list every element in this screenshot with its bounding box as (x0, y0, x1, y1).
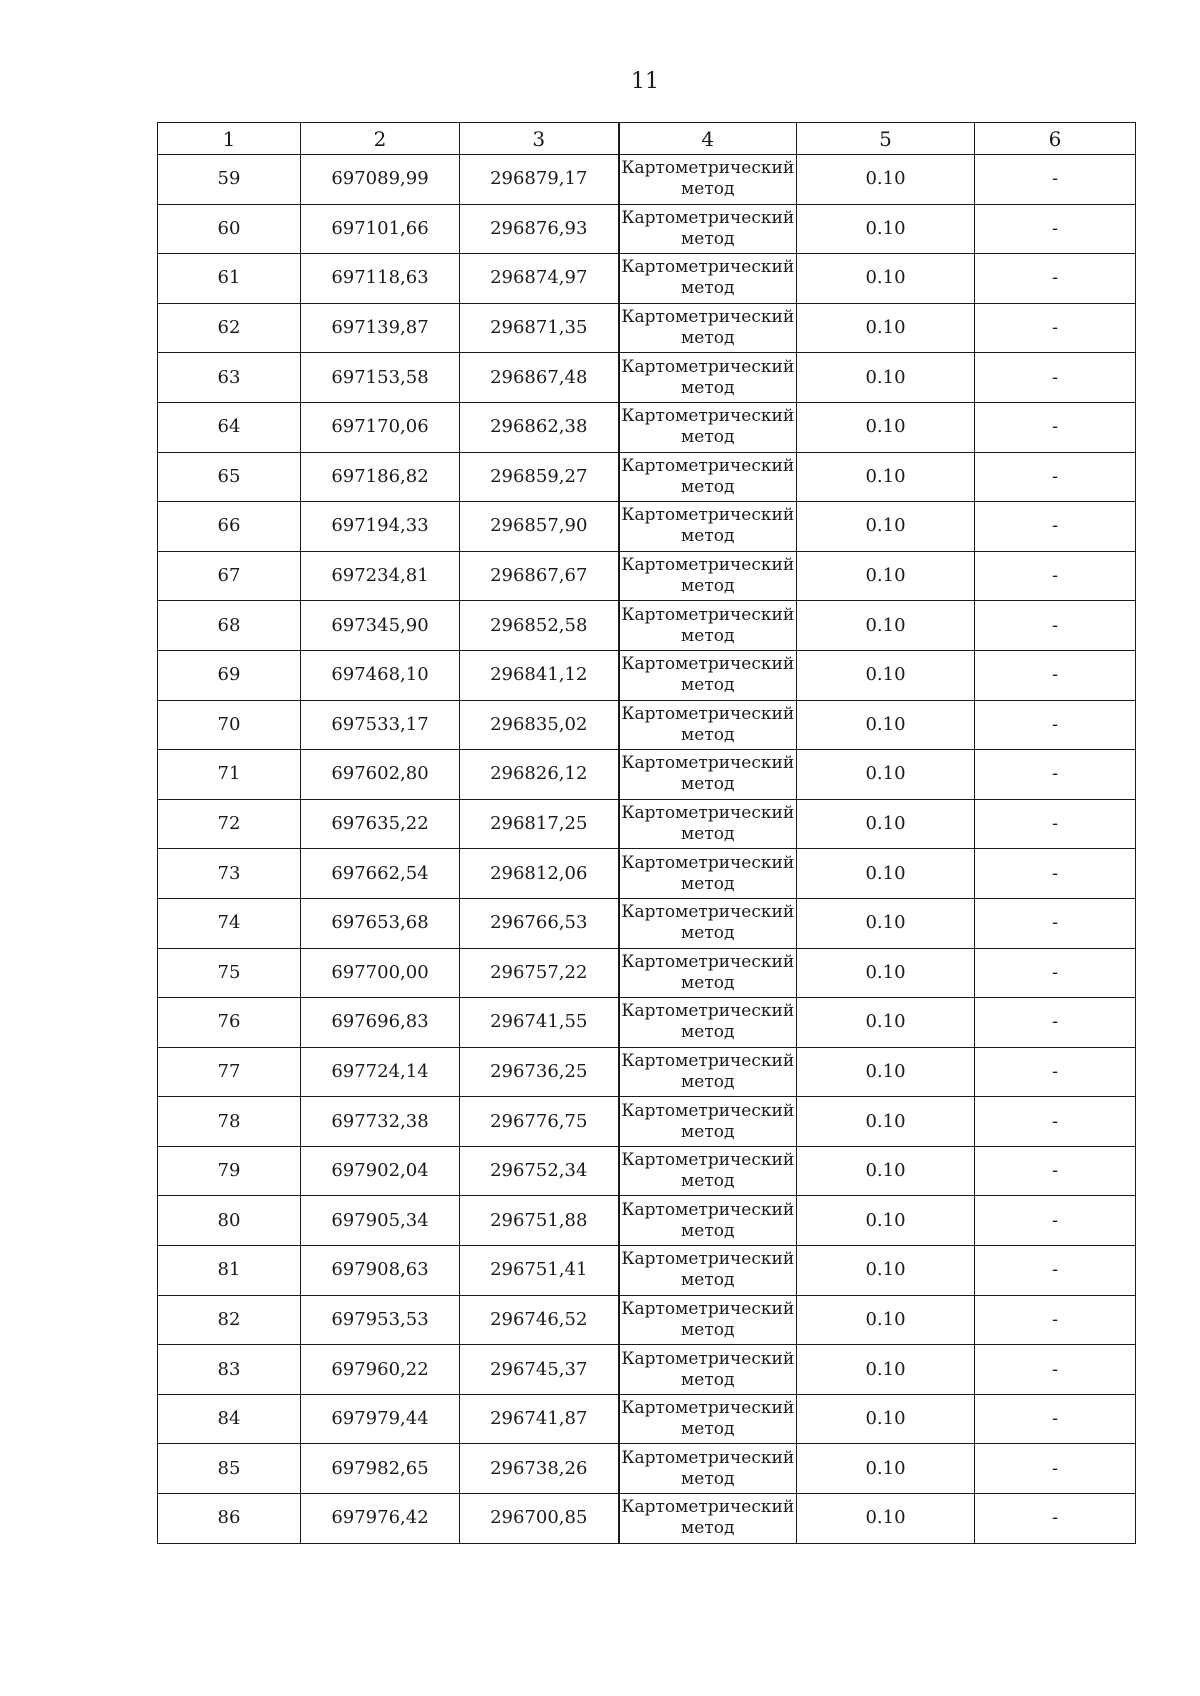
method-cell (619, 1394, 797, 1444)
method-line-2: метод (681, 526, 735, 547)
method-line-2: метод (681, 873, 735, 894)
table-row (158, 1146, 1136, 1196)
method-line-1: Картометрический (621, 455, 795, 476)
accuracy-cell: 0.10 (797, 650, 975, 700)
point-number-cell: 71 (158, 750, 301, 800)
method-line-1: Картометрический (621, 307, 795, 328)
table-row (158, 1295, 1136, 1345)
method-line-2: метод (681, 1468, 735, 1489)
method-line-2: метод (681, 1419, 735, 1440)
accuracy-cell: 0.10 (797, 601, 975, 651)
method-line-1: Картометрический (621, 753, 795, 774)
note-cell: - (975, 303, 1136, 353)
point-number-cell: 61 (158, 254, 301, 304)
method-cell (619, 303, 797, 353)
header-cell-2: 2 (301, 123, 460, 155)
x-coordinate-cell: 697089,99 (301, 155, 460, 205)
accuracy-cell: 0.10 (797, 1246, 975, 1296)
method-line-1: Картометрический (621, 1249, 795, 1270)
note-cell: - (975, 849, 1136, 899)
y-coordinate-cell: 296835,02 (460, 700, 619, 750)
x-coordinate-cell: 697194,33 (301, 502, 460, 552)
accuracy-cell: 0.10 (797, 303, 975, 353)
note-cell: - (975, 1494, 1136, 1544)
method-cell (619, 799, 797, 849)
note-cell: - (975, 1444, 1136, 1494)
method-line-2: метод (681, 774, 735, 795)
point-number-cell: 68 (158, 601, 301, 651)
y-coordinate-cell: 296738,26 (460, 1444, 619, 1494)
point-number-cell: 64 (158, 402, 301, 452)
y-coordinate-cell: 296745,37 (460, 1345, 619, 1395)
point-number-cell: 59 (158, 155, 301, 205)
method-line-1: Картометрический (621, 356, 795, 377)
method-line-1: Картометрический (621, 1199, 795, 1220)
method-line-2: метод (681, 1022, 735, 1043)
x-coordinate-cell: 697186,82 (301, 452, 460, 502)
accuracy-cell: 0.10 (797, 1146, 975, 1196)
note-cell: - (975, 502, 1136, 552)
accuracy-cell: 0.10 (797, 353, 975, 403)
method-line-1: Картометрический (621, 951, 795, 972)
x-coordinate-cell: 697976,42 (301, 1494, 460, 1544)
x-coordinate-cell: 697653,68 (301, 898, 460, 948)
method-line-2: метод (681, 972, 735, 993)
method-line-2: метод (681, 228, 735, 249)
table-row (158, 303, 1136, 353)
y-coordinate-cell: 296826,12 (460, 750, 619, 800)
note-cell: - (975, 353, 1136, 403)
method-line-2: метод (681, 1319, 735, 1340)
method-line-2: метод (681, 1518, 735, 1539)
table-row (158, 898, 1136, 948)
method-cell (619, 1146, 797, 1196)
method-cell (619, 353, 797, 403)
table-row (158, 1394, 1136, 1444)
y-coordinate-cell: 296736,25 (460, 1047, 619, 1097)
note-cell: - (975, 1097, 1136, 1147)
table-row (158, 1494, 1136, 1544)
x-coordinate-cell: 697101,66 (301, 204, 460, 254)
point-number-cell: 80 (158, 1196, 301, 1246)
point-number-cell: 69 (158, 650, 301, 700)
method-line-2: метод (681, 675, 735, 696)
x-coordinate-cell: 697982,65 (301, 1444, 460, 1494)
y-coordinate-cell: 296817,25 (460, 799, 619, 849)
method-line-1: Картометрический (621, 852, 795, 873)
accuracy-cell: 0.10 (797, 1097, 975, 1147)
table-row (158, 650, 1136, 700)
method-line-2: метод (681, 1071, 735, 1092)
method-line-1: Картометрический (621, 1150, 795, 1171)
table-row (158, 155, 1136, 205)
accuracy-cell: 0.10 (797, 948, 975, 998)
note-cell: - (975, 601, 1136, 651)
note-cell: - (975, 204, 1136, 254)
note-cell: - (975, 1047, 1136, 1097)
point-number-cell: 66 (158, 502, 301, 552)
note-cell: - (975, 700, 1136, 750)
x-coordinate-cell: 697953,53 (301, 1295, 460, 1345)
table-row (158, 799, 1136, 849)
note-cell: - (975, 551, 1136, 601)
method-line-2: метод (681, 625, 735, 646)
table-row (158, 1345, 1136, 1395)
method-line-1: Картометрический (621, 1447, 795, 1468)
y-coordinate-cell: 296766,53 (460, 898, 619, 948)
point-number-cell: 65 (158, 452, 301, 502)
y-coordinate-cell: 296867,67 (460, 551, 619, 601)
y-coordinate-cell: 296852,58 (460, 601, 619, 651)
y-coordinate-cell: 296757,22 (460, 948, 619, 998)
method-line-2: метод (681, 476, 735, 497)
y-coordinate-cell: 296746,52 (460, 1295, 619, 1345)
accuracy-cell: 0.10 (797, 204, 975, 254)
table-row (158, 1246, 1136, 1296)
method-line-1: Картометрический (621, 1348, 795, 1369)
y-coordinate-cell: 296741,87 (460, 1394, 619, 1444)
accuracy-cell: 0.10 (797, 1444, 975, 1494)
x-coordinate-cell: 697902,04 (301, 1146, 460, 1196)
coordinates-table (157, 122, 1136, 1544)
x-coordinate-cell: 697468,10 (301, 650, 460, 700)
y-coordinate-cell: 296751,88 (460, 1196, 619, 1246)
y-coordinate-cell: 296741,55 (460, 998, 619, 1048)
x-coordinate-cell: 697602,80 (301, 750, 460, 800)
method-line-1: Картометрический (621, 505, 795, 526)
y-coordinate-cell: 296879,17 (460, 155, 619, 205)
accuracy-cell: 0.10 (797, 700, 975, 750)
point-number-cell: 83 (158, 1345, 301, 1395)
y-coordinate-cell: 296876,93 (460, 204, 619, 254)
point-number-cell: 62 (158, 303, 301, 353)
method-cell (619, 1246, 797, 1296)
x-coordinate-cell: 697662,54 (301, 849, 460, 899)
method-line-1: Картометрический (621, 1100, 795, 1121)
method-cell (619, 601, 797, 651)
point-number-cell: 67 (158, 551, 301, 601)
x-coordinate-cell: 697170,06 (301, 402, 460, 452)
page-number: 11 (631, 69, 659, 94)
accuracy-cell: 0.10 (797, 502, 975, 552)
method-line-1: Картометрический (621, 158, 795, 179)
method-line-1: Картометрический (621, 1001, 795, 1022)
y-coordinate-cell: 296812,06 (460, 849, 619, 899)
table-row (158, 452, 1136, 502)
point-number-cell: 72 (158, 799, 301, 849)
accuracy-cell: 0.10 (797, 799, 975, 849)
point-number-cell: 70 (158, 700, 301, 750)
header-cell-4: 4 (619, 123, 797, 155)
point-number-cell: 85 (158, 1444, 301, 1494)
method-line-2: метод (681, 724, 735, 745)
point-number-cell: 60 (158, 204, 301, 254)
method-cell (619, 155, 797, 205)
point-number-cell: 79 (158, 1146, 301, 1196)
method-line-2: метод (681, 824, 735, 845)
method-cell (619, 551, 797, 601)
note-cell: - (975, 1246, 1136, 1296)
method-line-2: метод (681, 1121, 735, 1142)
header-cell-6: 6 (975, 123, 1136, 155)
y-coordinate-cell: 296700,85 (460, 1494, 619, 1544)
table-header-row (158, 123, 1136, 155)
method-line-1: Картометрический (621, 703, 795, 724)
accuracy-cell: 0.10 (797, 1394, 975, 1444)
table-row (158, 1047, 1136, 1097)
note-cell: - (975, 452, 1136, 502)
method-line-1: Картометрический (621, 207, 795, 228)
method-line-2: метод (681, 923, 735, 944)
method-line-1: Картометрический (621, 1398, 795, 1419)
x-coordinate-cell: 697908,63 (301, 1246, 460, 1296)
x-coordinate-cell: 697700,00 (301, 948, 460, 998)
method-line-1: Картометрический (621, 1497, 795, 1518)
method-cell (619, 1196, 797, 1246)
method-line-1: Картометрический (621, 555, 795, 576)
y-coordinate-cell: 296874,97 (460, 254, 619, 304)
point-number-cell: 75 (158, 948, 301, 998)
x-coordinate-cell: 697724,14 (301, 1047, 460, 1097)
x-coordinate-cell: 697905,34 (301, 1196, 460, 1246)
accuracy-cell: 0.10 (797, 402, 975, 452)
method-line-1: Картометрический (621, 604, 795, 625)
method-cell (619, 402, 797, 452)
point-number-cell: 82 (158, 1295, 301, 1345)
point-number-cell: 84 (158, 1394, 301, 1444)
point-number-cell: 63 (158, 353, 301, 403)
method-cell (619, 700, 797, 750)
table-row (158, 1097, 1136, 1147)
accuracy-cell: 0.10 (797, 551, 975, 601)
y-coordinate-cell: 296751,41 (460, 1246, 619, 1296)
table-row (158, 948, 1136, 998)
method-cell (619, 650, 797, 700)
header-cell-1: 1 (158, 123, 301, 155)
note-cell: - (975, 998, 1136, 1048)
accuracy-cell: 0.10 (797, 750, 975, 800)
x-coordinate-cell: 697732,38 (301, 1097, 460, 1147)
y-coordinate-cell: 296862,38 (460, 402, 619, 452)
note-cell: - (975, 1196, 1136, 1246)
table-row (158, 254, 1136, 304)
method-line-2: метод (681, 1220, 735, 1241)
accuracy-cell: 0.10 (797, 898, 975, 948)
note-cell: - (975, 650, 1136, 700)
accuracy-cell: 0.10 (797, 1047, 975, 1097)
y-coordinate-cell: 296776,75 (460, 1097, 619, 1147)
x-coordinate-cell: 697118,63 (301, 254, 460, 304)
x-coordinate-cell: 697234,81 (301, 551, 460, 601)
note-cell: - (975, 1295, 1136, 1345)
table-row (158, 1444, 1136, 1494)
table-row (158, 204, 1136, 254)
y-coordinate-cell: 296752,34 (460, 1146, 619, 1196)
method-line-1: Картометрический (621, 1050, 795, 1071)
method-line-1: Картометрический (621, 654, 795, 675)
note-cell: - (975, 898, 1136, 948)
table-row (158, 750, 1136, 800)
method-cell (619, 502, 797, 552)
method-cell (619, 750, 797, 800)
method-cell (619, 1047, 797, 1097)
x-coordinate-cell: 697635,22 (301, 799, 460, 849)
accuracy-cell: 0.10 (797, 849, 975, 899)
header-cell-3: 3 (460, 123, 619, 155)
accuracy-cell: 0.10 (797, 998, 975, 1048)
method-line-2: метод (681, 377, 735, 398)
header-cell-5: 5 (797, 123, 975, 155)
accuracy-cell: 0.10 (797, 1494, 975, 1544)
method-cell (619, 452, 797, 502)
note-cell: - (975, 254, 1136, 304)
accuracy-cell: 0.10 (797, 452, 975, 502)
method-line-2: метод (681, 179, 735, 200)
table-row (158, 1196, 1136, 1246)
method-line-1: Картометрический (621, 1298, 795, 1319)
method-cell (619, 204, 797, 254)
table-row (158, 502, 1136, 552)
method-line-2: метод (681, 1171, 735, 1192)
method-cell (619, 254, 797, 304)
method-line-1: Картометрический (621, 902, 795, 923)
x-coordinate-cell: 697533,17 (301, 700, 460, 750)
method-cell (619, 898, 797, 948)
table-row (158, 551, 1136, 601)
method-line-2: метод (681, 278, 735, 299)
table-row (158, 353, 1136, 403)
method-cell (619, 1444, 797, 1494)
method-cell (619, 948, 797, 998)
accuracy-cell: 0.10 (797, 1295, 975, 1345)
method-cell (619, 1295, 797, 1345)
method-line-2: метод (681, 1270, 735, 1291)
note-cell: - (975, 948, 1136, 998)
method-cell (619, 998, 797, 1048)
note-cell: - (975, 1394, 1136, 1444)
note-cell: - (975, 799, 1136, 849)
point-number-cell: 76 (158, 998, 301, 1048)
method-line-2: метод (681, 1369, 735, 1390)
method-cell (619, 1097, 797, 1147)
point-number-cell: 74 (158, 898, 301, 948)
method-cell (619, 849, 797, 899)
table-row (158, 849, 1136, 899)
x-coordinate-cell: 697139,87 (301, 303, 460, 353)
x-coordinate-cell: 697960,22 (301, 1345, 460, 1395)
method-cell (619, 1494, 797, 1544)
note-cell: - (975, 402, 1136, 452)
accuracy-cell: 0.10 (797, 1196, 975, 1246)
method-line-1: Картометрический (621, 257, 795, 278)
table-row (158, 998, 1136, 1048)
table-row (158, 700, 1136, 750)
table-row (158, 402, 1136, 452)
note-cell: - (975, 1146, 1136, 1196)
method-line-1: Картометрический (621, 803, 795, 824)
method-line-2: метод (681, 427, 735, 448)
y-coordinate-cell: 296867,48 (460, 353, 619, 403)
point-number-cell: 77 (158, 1047, 301, 1097)
x-coordinate-cell: 697696,83 (301, 998, 460, 1048)
y-coordinate-cell: 296859,27 (460, 452, 619, 502)
x-coordinate-cell: 697153,58 (301, 353, 460, 403)
note-cell: - (975, 155, 1136, 205)
note-cell: - (975, 1345, 1136, 1395)
method-line-2: метод (681, 328, 735, 349)
coordinates-table-body (158, 123, 1136, 1544)
y-coordinate-cell: 296871,35 (460, 303, 619, 353)
y-coordinate-cell: 296857,90 (460, 502, 619, 552)
note-cell: - (975, 750, 1136, 800)
y-coordinate-cell: 296841,12 (460, 650, 619, 700)
method-line-2: метод (681, 576, 735, 597)
point-number-cell: 78 (158, 1097, 301, 1147)
accuracy-cell: 0.10 (797, 155, 975, 205)
point-number-cell: 73 (158, 849, 301, 899)
x-coordinate-cell: 697979,44 (301, 1394, 460, 1444)
point-number-cell: 86 (158, 1494, 301, 1544)
method-cell (619, 1345, 797, 1395)
accuracy-cell: 0.10 (797, 1345, 975, 1395)
table-row (158, 601, 1136, 651)
x-coordinate-cell: 697345,90 (301, 601, 460, 651)
accuracy-cell: 0.10 (797, 254, 975, 304)
point-number-cell: 81 (158, 1246, 301, 1296)
method-line-1: Картометрический (621, 406, 795, 427)
